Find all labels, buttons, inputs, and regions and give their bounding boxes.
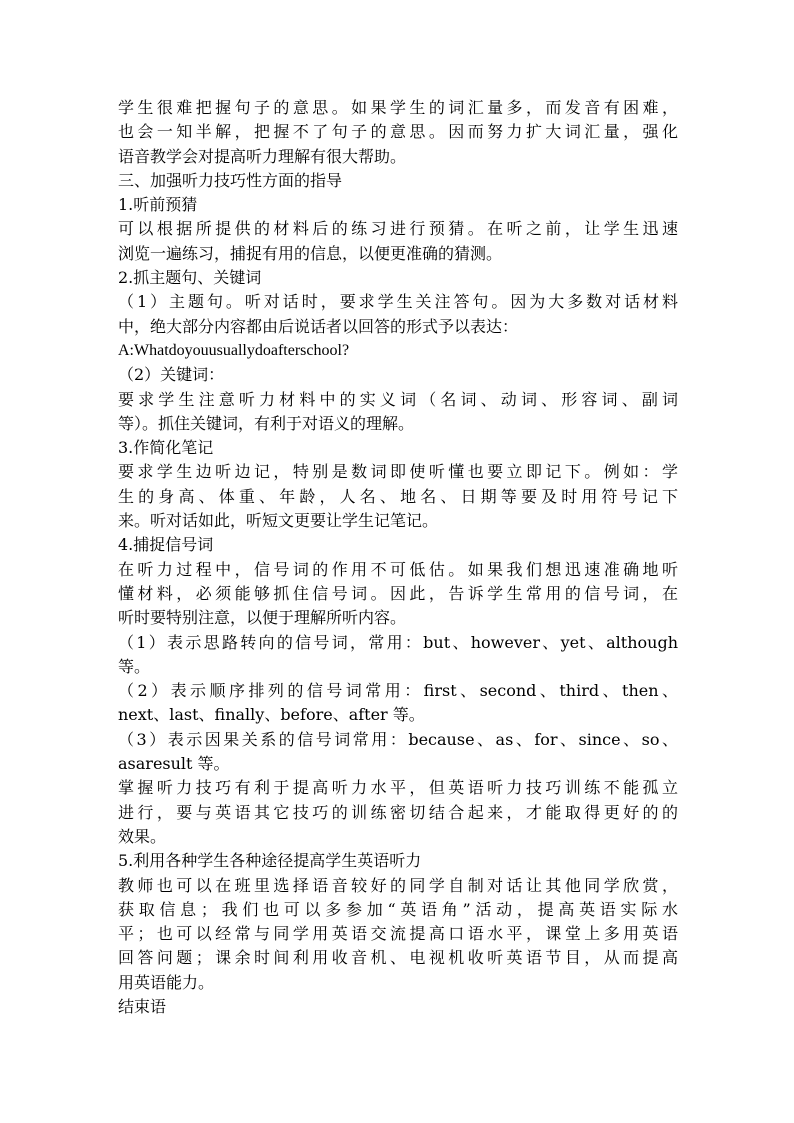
paragraph-line: 教师也可以在班里选择语音较好的同学自制对话让其他同学欣赏， — [118, 875, 678, 895]
paragraph-line: 中，绝大部分内容都由后说话者以回答的形式予以表达： — [118, 316, 519, 336]
paragraph-line: 来。听对话如此，听短文更要让学生记笔记。 — [118, 511, 439, 531]
example-sentence: A:Whatdoyouusuallydoafterschool? — [118, 341, 350, 359]
section-heading: 三、加强听力技巧性方面的指导 — [118, 170, 343, 190]
paragraph-line: 掌握听力技巧有利于提高听力水平，但英语听力技巧训练不能孤立 — [118, 778, 678, 798]
paragraph-line: 用英语能力。 — [118, 972, 215, 992]
paragraph-line: next、last、finally、before、after 等。 — [118, 705, 425, 725]
paragraph-line: （2）关键词： — [118, 365, 225, 385]
paragraph-line: 生的身高、体重、年龄，人名、地名、日期等要及时用符号记下 — [118, 486, 678, 506]
paragraph-line: 回答问题；课余时间利用收音机、电视机收听英语节目，从而提高 — [118, 948, 678, 968]
paragraph-line: 可以根据所提供的材料后的练习进行预猜。在听之前，让学生迅速 — [118, 219, 678, 239]
paragraph-line: 等。 — [118, 656, 151, 676]
paragraph-line: asaresult 等。 — [118, 754, 230, 774]
subsection-heading: 1.听前预猜 — [118, 195, 198, 215]
paragraph-line: （1）主题句。听对话时，要求学生关注答句。因为大多数对话材料 — [118, 292, 678, 312]
section-heading: 结束语 — [118, 996, 167, 1016]
paragraph-line: 懂材料，必须能够抓住信号词。因此，告诉学生常用的信号词，在 — [118, 583, 678, 603]
paragraph-line: 听时要特别注意，以便于理解所听内容。 — [118, 608, 407, 628]
subsection-heading: 4.捕捉信号词 — [118, 535, 214, 555]
paragraph-line: （1）表示思路转向的信号词，常用：but、however、yet、although — [118, 632, 678, 652]
document-page — [118, 96, 678, 1019]
paragraph-line: 等）。抓住关键词，有利于对语义的理解。 — [118, 413, 415, 433]
paragraph-line: 在听力过程中，信号词的作用不可低估。如果我们想迅速准确地听 — [118, 559, 678, 579]
paragraph-line: 获取信息；我们也可以多参加“英语角”活动，提高英语实际水 — [118, 899, 678, 919]
paragraph-line: 语音教学会对提高听力理解有很大帮助。 — [118, 146, 407, 166]
paragraph-line: （2）表示顺序排列的信号词常用：first、second、third、then、 — [118, 681, 678, 701]
subsection-heading: 2.抓主题句、关键词 — [118, 268, 262, 288]
subsection-heading: 3.作简化笔记 — [118, 438, 214, 458]
paragraph-line: 浏览一遍练习，捕捉有用的信息，以便更准确的猜测。 — [118, 243, 503, 263]
paragraph-line: 进行，要与英语其它技巧的训练密切结合起来，才能取得更好的的 — [118, 802, 678, 822]
paragraph-line: 也会一知半解，把握不了句子的意思。因而努力扩大词汇量，强化 — [118, 122, 678, 142]
paragraph-line: 要求学生注意听力材料中的实义词（名词、动词、形容词、副词 — [118, 389, 678, 409]
paragraph-line: 学生很难把握句子的意思。如果学生的词汇量多，而发音有困难， — [118, 98, 678, 117]
paragraph-line: 平；也可以经常与同学用英语交流提高口语水平，课堂上多用英语 — [118, 924, 678, 944]
paragraph-line: 效果。 — [118, 826, 167, 846]
paragraph-line: 要求学生边听边记，特别是数词即使听懂也要立即记下。例如：学 — [118, 462, 678, 482]
subsection-heading: 5.利用各种学生各种途径提高学生英语听力 — [118, 851, 422, 871]
paragraph-line: （3）表示因果关系的信号词常用：because、as、for、since、so、 — [118, 729, 678, 749]
